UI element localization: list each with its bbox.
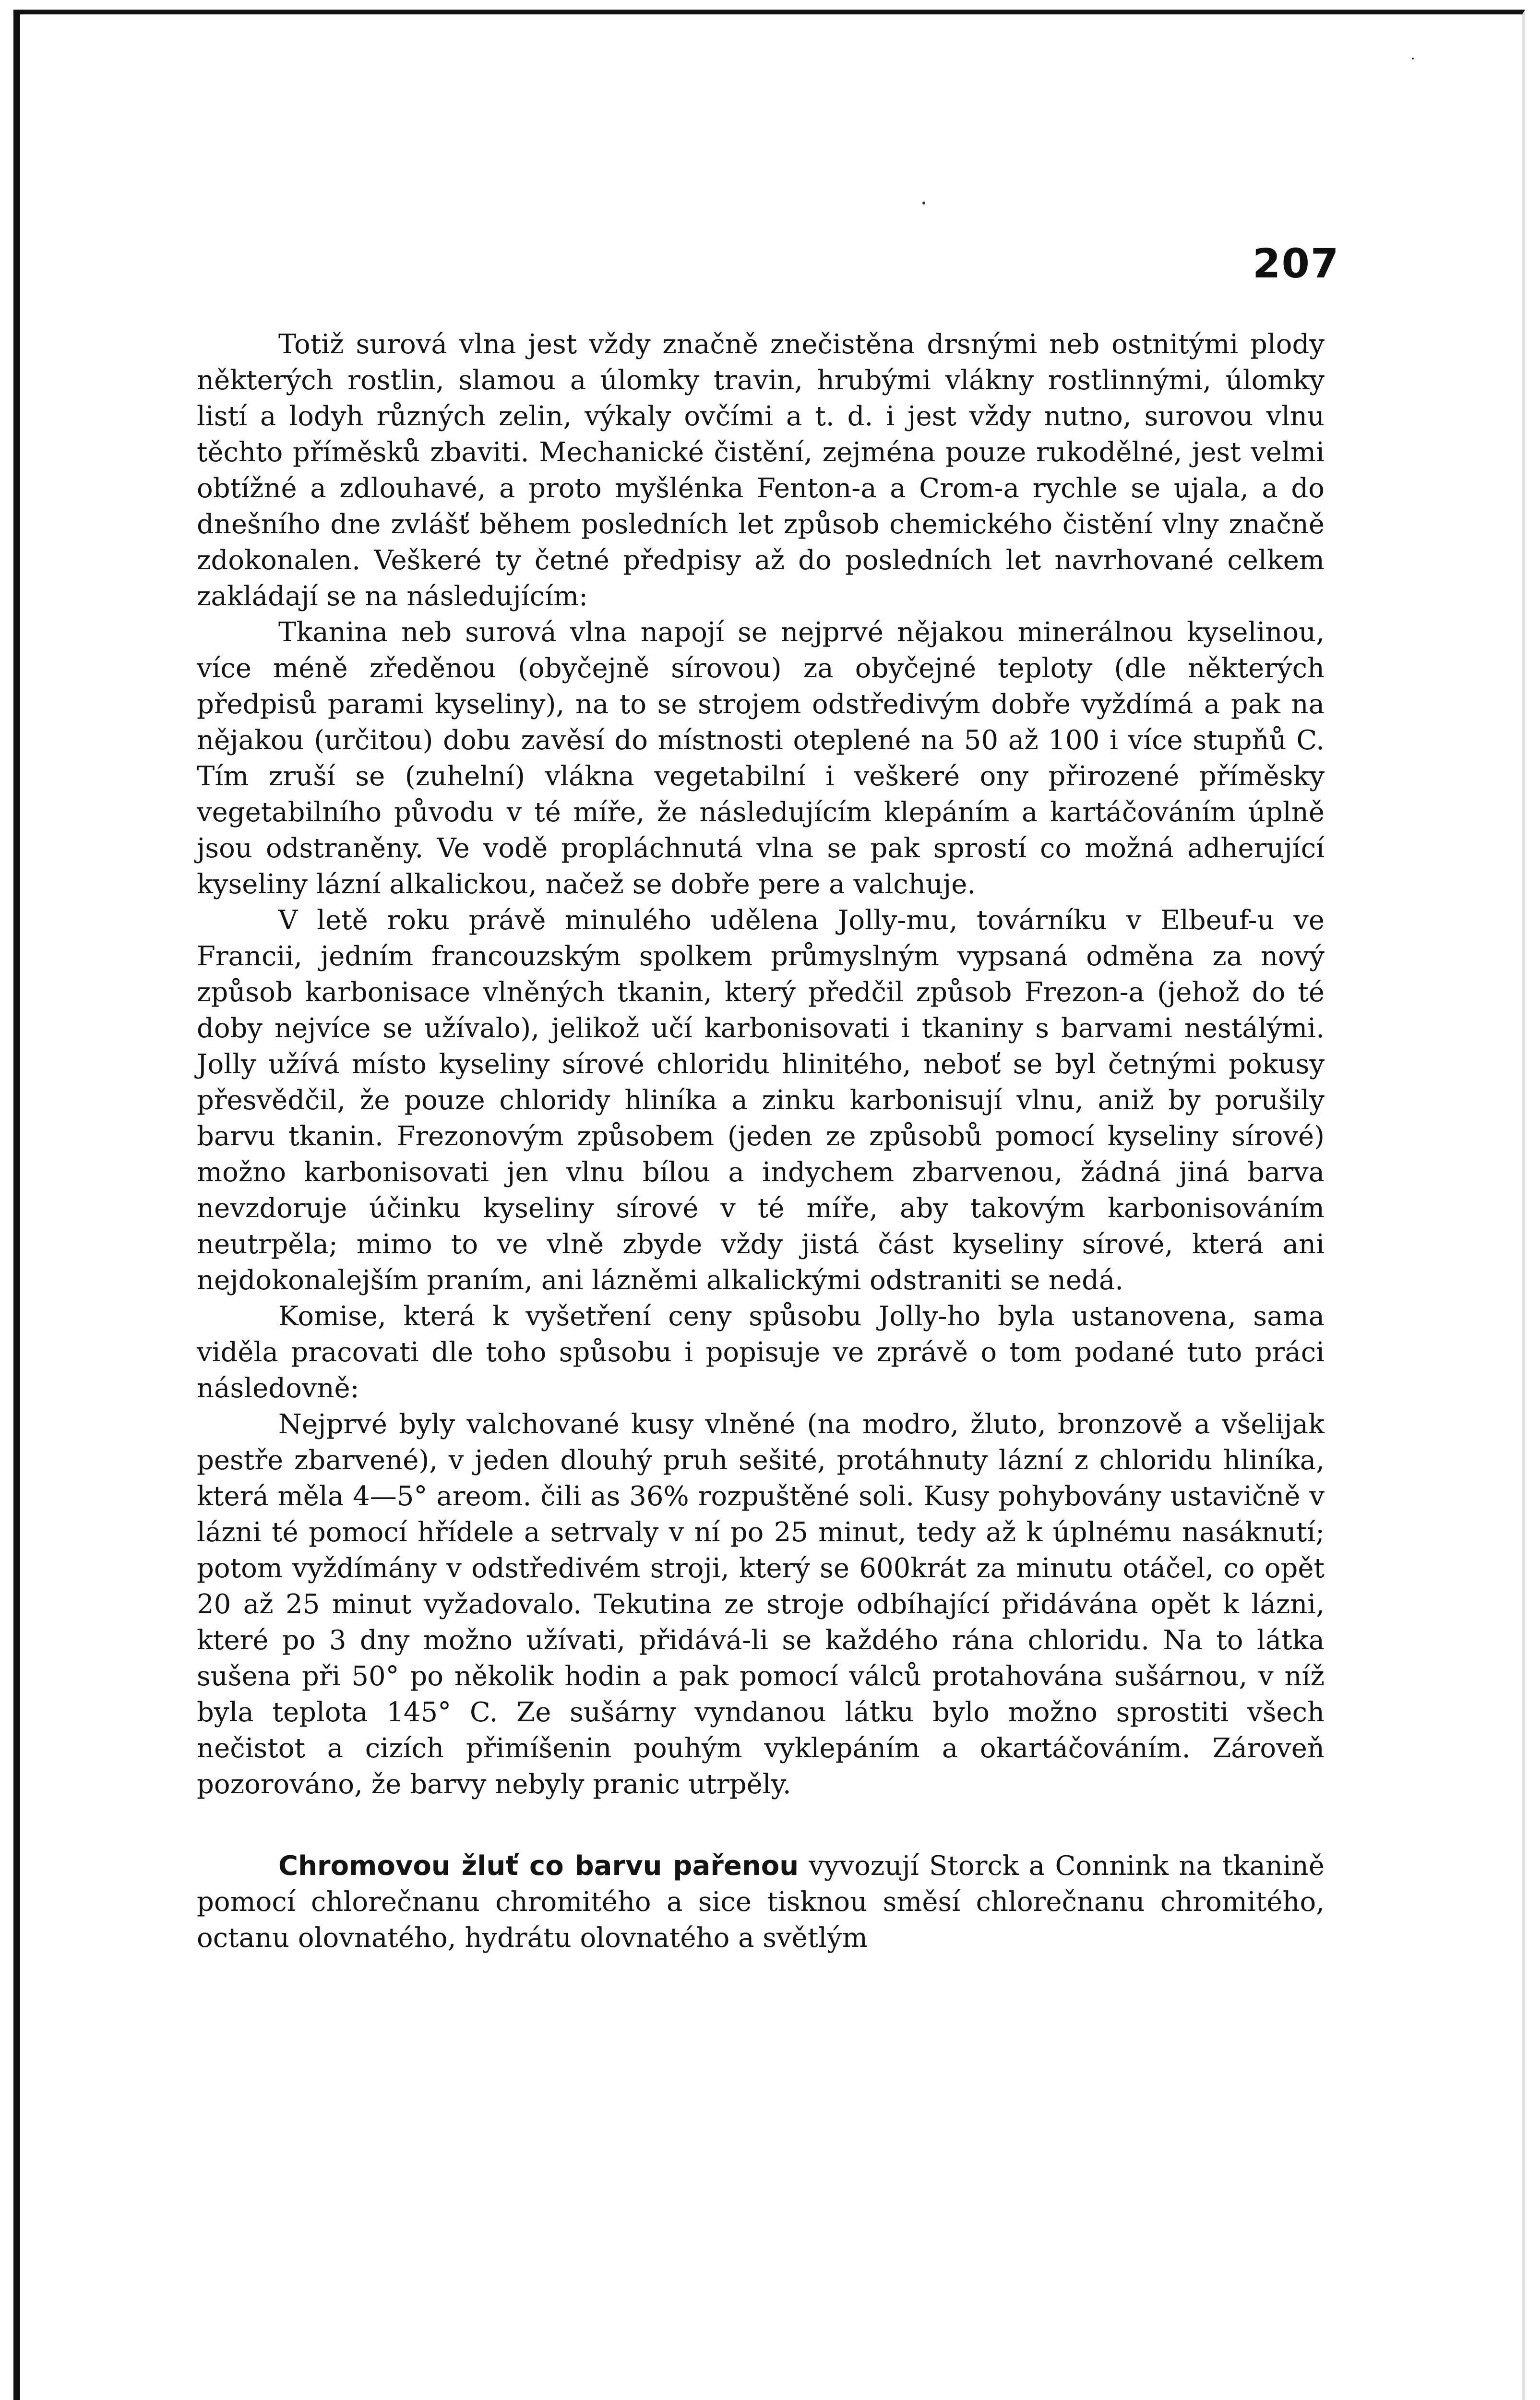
- paragraph: Totiž surová vlna jest vždy značně znečistěna drsnými neb ostnitými plody některých rostlin, slamou a úlomky travin, hrubými vlákny rostlinnými, úlomky listí a lodyh různých zelin, výkaly ovčími a t. d. i jest vždy nutno, surovou vlnu těchto příměsků zbaviti. Mechanické čistění, zejména pouze rukodělné, jest velmi obtížné a zdlouhavé, a proto myšlénka Fenton-a a Crom-a rychle se ujala, a do dnešního dne zvlášť během posledních let způsob chemického čistění vlny značně zdokonalen. Veškeré ty četné předpisy až do posledních let navrhované celkem zakládají se na následujícím:: [197, 329, 1325, 612]
- page-number: 207: [1253, 240, 1340, 287]
- final-paragraph: [197, 1848, 1325, 1956]
- paragraph: Nejprvé byly valchované kusy vlněné (na modro, žluto, bronzově a všelijak pestře zbarvené), v jeden dlouhý pruh sešité, protáhnuty lázní z chloridu hliníka, která měla 4—5° areom. čili as 36% rozpuštěné soli. Kusy pohybovány ustavičně v lázni té pomocí hřídele a setrvaly v ní po 25 minut, tedy až k úplnému nasáknutí; potom vyždímány v odstředivém stroji, který se 600krát za minutu otáčel, co opět 20 až 25 minut vyžadovalo. Tekutina ze stroje odbíhající přidávána opět k lázni, které po 3 dny možno užívati, přidává-li se každého rána chloridu. Na to látka sušena při 50° po několik hodin a pak pomocí válců protahována sušárnou, v níž byla teplota 145° C. Ze sušárny vyndanou látku bylo možno sprostiti všech nečistot a cizích přimíšenin pouhým vyklepáním a okartáčováním. Zároveň pozorováno, že barvy nebyly pranic utrpěly.: [197, 1409, 1325, 1800]
- paragraph: Komise, která k vyšetření ceny spůsobu Jolly-ho byla ustanovena, sama viděla pracovati dle toho spůsobu i popisuje ve zprávě o tom podané tuto práci následovně:: [197, 1301, 1325, 1404]
- final-paragraph-text: vyvozují Storck a Connink na tkanině pomocí chlorečnanu chromitého a sice tisknou směsí chlorečnanu chromitého, octanu olovnatého, hydrátu olovnatého a světlým: [197, 1850, 1325, 1954]
- paragraph: Tkanina neb surová vlna napojí se nejprvé nějakou minerálnou kyselinou, více méně zředěnou (obyčejně sírovou) za obyčejné teploty (dle některých předpisů parami kyseliny), na to se strojem odstředivým dobře vyždímá a pak na nějakou (určitou) dobu zavěsí do místnosti oteplené na 50 až 100 i více stupňů C. Tím zruší se (zuhelní) vlákna vegetabilní i veškeré ony přirozené příměsky vegetabilního původu v té míře, že následujícím klepáním a kartáčováním úplně jsou odstraněny. Ve vodě propláchnutá vlna se pak sprostí co možná adherující kyseliny lázní alkalickou, načež se dobře pere a valchuje.: [197, 617, 1325, 900]
- page-body: [197, 326, 1325, 1956]
- print-speck: [1412, 58, 1414, 60]
- paragraph: V letě roku právě minulého udělena Jolly-mu, továrníku v Elbeuf-u ve Francii, jedním francouzským spolkem průmyslným vypsaná odměna za nový způsob karbonisace vlněných tkanin, který předčil způsob Frezon-a (jehož do té doby nejvíce se užívalo), jelikož učí karbonisovati i tkaniny s barvami nestálými. Jolly užívá místo kyseliny sírové chloridu hlinitého, neboť se byl četnými pokusy přesvědčil, že pouze chloridy hliníka a zinku karbonisují vlnu, aniž by porušily barvu tkanin. Frezonovým způsobem (jeden ze způsobů pomocí kyseliny sírové) možno karbonisovati jen vlnu bílou a indychem zbarvenou, žádná jiná barva nevzdoruje účinku kyseliny sírové v té míře, aby takovým karbonisováním neutrpěla; mimo to ve vlně zbyde vždy jistá část kyseliny sírové, která ani nejdokonalejším praním, ani lázněmi alkalickými odstraniti se nedá.: [197, 905, 1325, 1296]
- print-speck: [922, 202, 925, 204]
- section-heading: Chromovou žluť co barvu pařenou: [278, 1850, 799, 1882]
